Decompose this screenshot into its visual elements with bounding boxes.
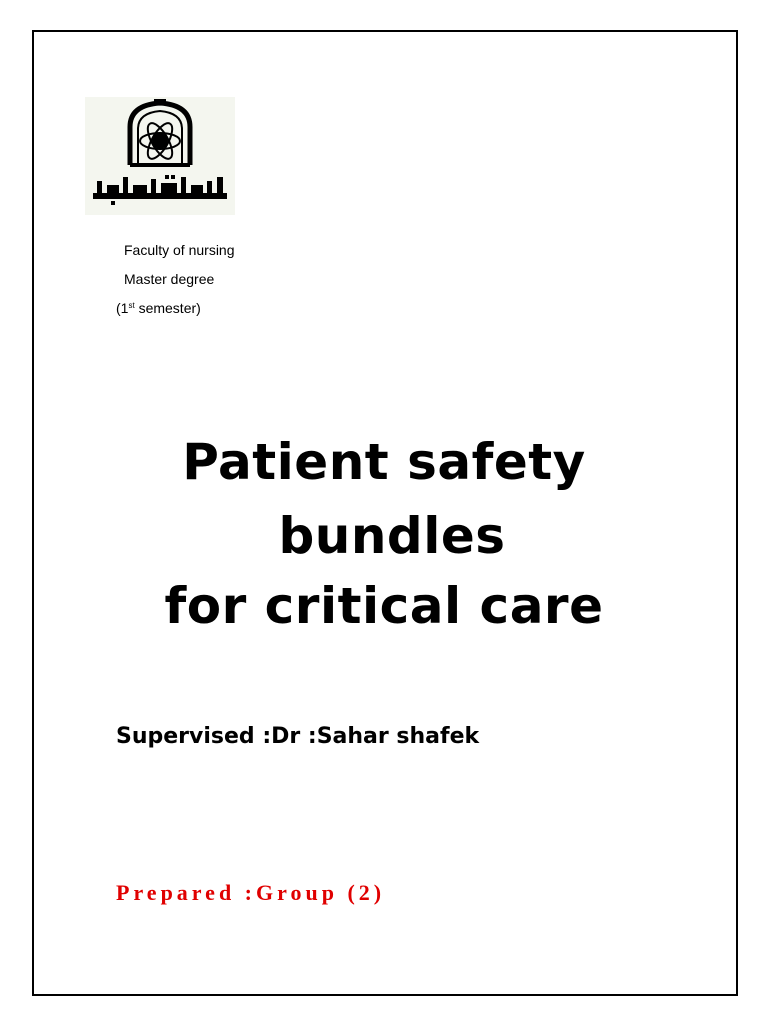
prepared-by-line: Prepared :Group (2) (116, 880, 386, 905)
university-logo (85, 97, 235, 215)
supervisor-line: Supervised :Dr :Sahar shafek (116, 724, 480, 749)
document-title-line-1: Patient safety (182, 433, 586, 491)
document-title-line-3: for critical care (164, 577, 604, 635)
document-title-line-2: bundles (278, 507, 506, 565)
semester-label: (1st semester) (116, 300, 201, 316)
university-emblem-icon (85, 97, 235, 215)
degree-name: Master degree (124, 271, 215, 287)
faculty-name: Faculty of nursing (124, 242, 235, 258)
